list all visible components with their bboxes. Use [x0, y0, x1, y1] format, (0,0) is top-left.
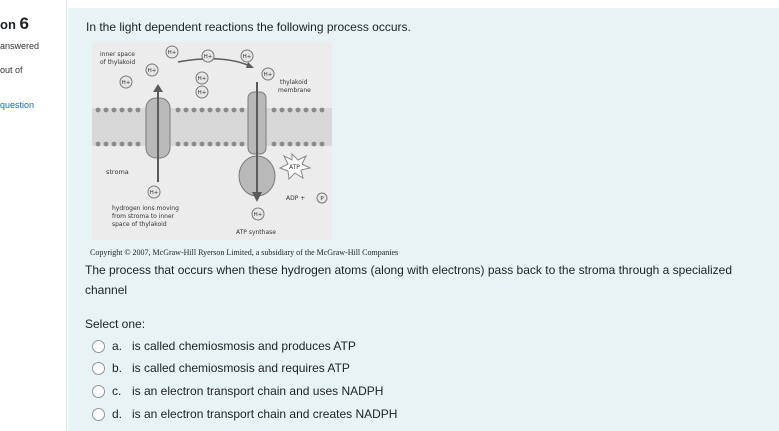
svg-text:P: P — [320, 196, 324, 202]
label-moving-1: hydrogen ions moving — [112, 205, 179, 212]
label-adp: ADP + — [286, 195, 306, 202]
label-membrane: membrane — [278, 87, 311, 94]
answer-option-b[interactable] — [92, 361, 350, 375]
question-intro: In the light dependent reactions the following process occurs. — [86, 20, 411, 34]
svg-text:H+: H+ — [167, 50, 177, 56]
label-inner-space-1: inner space — [100, 51, 135, 58]
label-stroma: stroma — [106, 168, 129, 176]
svg-text:H+: H+ — [121, 80, 131, 86]
option-letter: b. — [112, 361, 123, 375]
label-moving-3: space of thylakoid — [112, 221, 167, 228]
option-letter: d. — [112, 407, 123, 421]
question-grade: out of — [0, 65, 23, 75]
svg-text:H+: H+ — [242, 54, 252, 60]
label-atp: ATP — [289, 164, 300, 171]
flag-question-link[interactable]: question — [0, 100, 35, 110]
option-text: is an electron transport chain and creates NADPH — [132, 407, 398, 421]
answer-option-a[interactable] — [92, 339, 356, 353]
question-number-label — [0, 14, 29, 34]
label-inner-space-2: of thylakoid — [100, 59, 136, 66]
radio-button[interactable] — [92, 408, 105, 421]
svg-text:H+: H+ — [197, 76, 207, 82]
radio-button[interactable] — [92, 340, 105, 353]
option-text: is called chemiosmosis and produces ATP — [132, 339, 356, 353]
label-atp-synthase: ATP synthase — [236, 229, 276, 236]
svg-text:H+: H+ — [263, 72, 273, 78]
radio-button[interactable] — [92, 362, 105, 375]
option-letter: a. — [112, 339, 123, 353]
svg-text:H+: H+ — [203, 54, 213, 60]
svg-text:H+: H+ — [147, 68, 157, 74]
question-prompt: The process that occurs when these hydrogen atoms (along with electrons) pass back to the stroma through a specialized channel — [85, 263, 733, 297]
question-info-sidebar — [0, 0, 67, 431]
chemiosmosis-diagram — [92, 42, 332, 240]
svg-text:H+: H+ — [197, 90, 207, 96]
question-number: 6 — [19, 14, 29, 33]
option-text: is called chemiosmosis and requires ATP — [132, 361, 350, 375]
option-text: is an electron transport chain and uses NADPH — [132, 384, 384, 398]
figure-copyright: Copyright © 2007, McGraw-Hill Ryerson Limited, a subsidiary of the McGraw-Hill Companies — [90, 248, 399, 257]
svg-text:H+: H+ — [149, 190, 159, 196]
question-prefix: on — [0, 17, 16, 32]
label-moving-2: from stroma to inner — [112, 213, 175, 220]
question-content — [68, 8, 779, 431]
answer-option-c[interactable] — [92, 384, 383, 398]
question-state: answered — [0, 41, 40, 51]
radio-button[interactable] — [92, 385, 105, 398]
select-one-label: Select one: — [85, 317, 146, 331]
option-letter: c. — [112, 384, 122, 398]
label-thylakoid: thylakoid — [280, 79, 308, 86]
answer-option-d[interactable] — [92, 407, 397, 421]
svg-text:H+: H+ — [253, 212, 263, 218]
